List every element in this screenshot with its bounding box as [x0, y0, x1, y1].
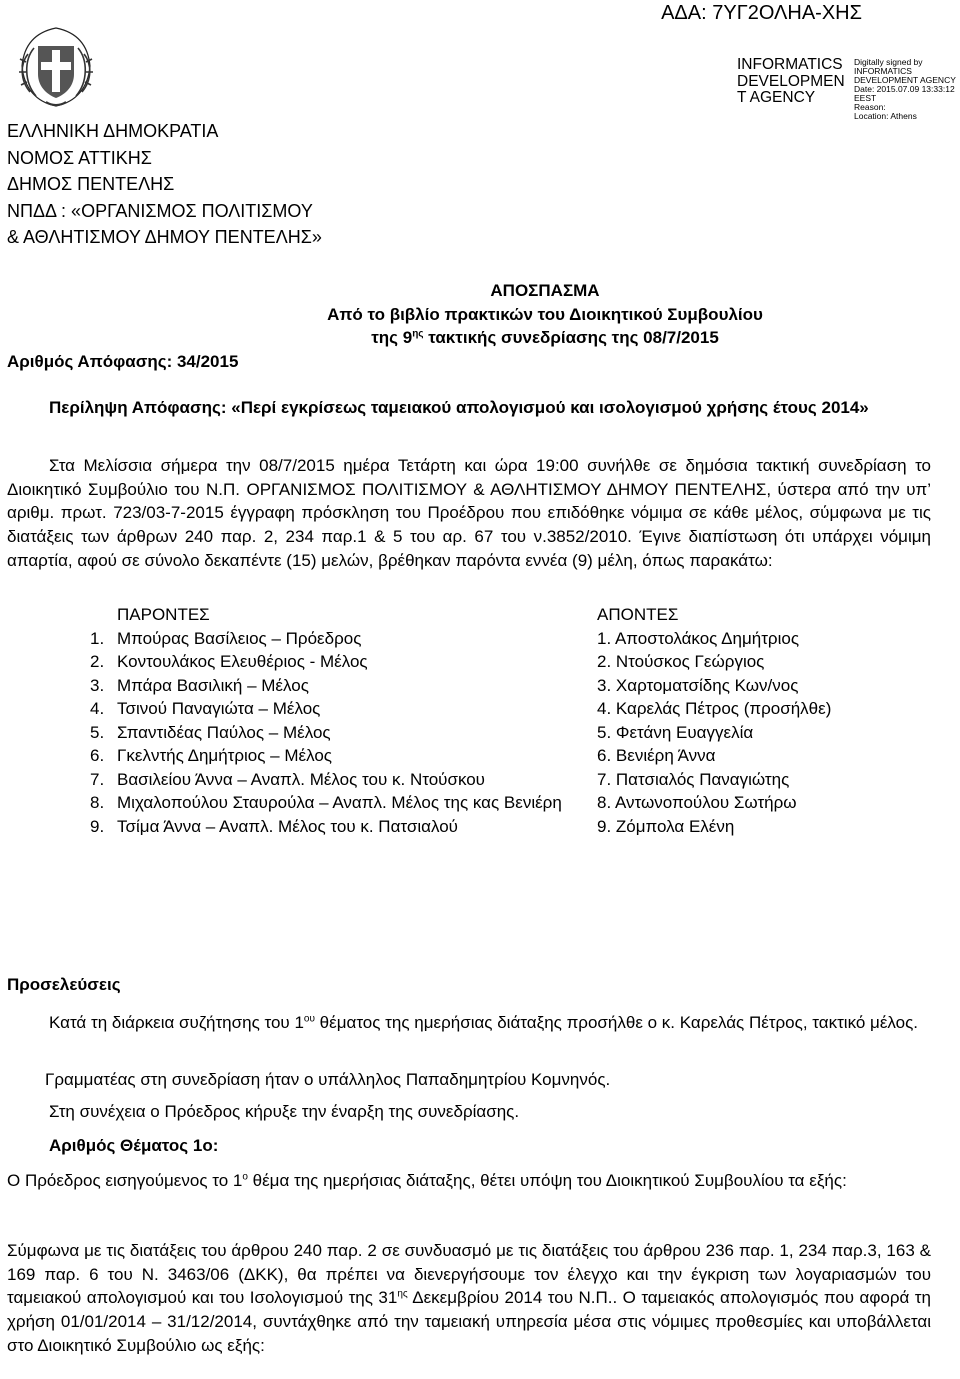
header-line: & ΑΘΛΗΤΙΣΜΟΥ ΔΗΜΟΥ ΠΕΝΤΕΛΗΣ»	[7, 227, 322, 247]
absent-item: 3. Χαρτοματσίδης Κων/νος	[597, 675, 799, 695]
absent-heading: ΑΠΟΝΤΕΣ	[597, 605, 679, 624]
present-item: 1. Μπούρας Βασίλειος – Πρόεδρος	[90, 628, 362, 648]
absent-item: 5. Φετάνη Ευαγγελία	[597, 722, 754, 742]
signature-detail-line: EEST	[854, 93, 877, 103]
arrivals-paragraph: Κατά τη διάρκεια συζήτησης του $1^{o\upsilon}$ θέματος της ημερήσιας διάταξης προσήλθε ο κ. Καρελάς Πέτρος, τακτικό μέλος.	[49, 1013, 919, 1032]
title-book: Από το βιβλίο πρακτικών του Διοικητικού Συμβουλίου	[327, 304, 763, 324]
present-item: 2. Κοντουλάκος Ελευθέριος - Μέλος	[90, 652, 368, 671]
absent-item: 9. Ζόμπολα Ελένη	[597, 816, 735, 836]
present-item: 6. Γκελντής Δημήτριος – Μέλος	[90, 746, 332, 765]
final-paragraph: Σύμφωνα με τις διατάξεις του άρθρου 240 παρ. 2 σε συνδυασμό με τις διατάξεις του άρθρου 236 παρ. 1, 234 παρ.3, 163 & 169 παρ. 6 του Ν. 3463/06 (ΔΚΚ), θα πρέπει να διενεργήσουμε τον έλεγχο και την έγκριση των λογαριασμών του ταμειακού απολογισμού και του Ισολογισμού της $31^{\eta\varsigma}$ Δεκεμβρίου 2014 του Ν.Π.. Ο ταμειακός απολογισμός που αφορά τη χρήση 01/01/2014 – 31/12/2014, συντάχθηκε από την ταμειακή υπηρεσία μέσα στις νόμιμες προθεσμίες και υποβάλλεται στο Διοικητικό Συμβούλιο ως εξής:	[7, 1241, 931, 1355]
signature-detail-line: DEVELOPMENT AGENCY	[854, 75, 956, 85]
signature-detail-line: Date: 2015.07.09 13:33:12	[854, 84, 955, 94]
present-item: 9. Τσίμα Άννα – Αναπλ. Μέλος του κ. Πατσιαλού	[90, 816, 458, 836]
session-start-line: Στη συνέχεια ο Πρόεδρος κήρυξε την έναρξη της συνεδρίασης.	[49, 1102, 520, 1121]
present-item: 8. Μιχαλοπούλου Σταυρούλα – Αναπλ. Μέλος της κας Βενιέρη	[90, 793, 562, 812]
present-item: 7. Βασιλείου Άννα – Αναπλ. Μέλος του κ. Ντούσκου	[90, 769, 485, 789]
title-excerpt: ΑΠΟΣΠΑΣΜΑ	[490, 281, 600, 300]
absent-item: 2. Ντούσκος Γεώργιος	[597, 652, 765, 671]
absent-item: 4. Καρελάς Πέτρος (προσήλθε)	[597, 699, 832, 718]
title-block	[0, 279, 960, 350]
arrivals-heading: Προσελεύσεις	[7, 975, 121, 994]
issuer-header	[7, 118, 322, 251]
present-item: 5. Σπαντιδέας Παύλος – Μέλος	[90, 722, 331, 742]
signature-agency-line: T AGENCY	[737, 89, 816, 106]
intro-paragraph: Στα Μελίσσια σήμερα την 08/7/2015 ημέρα Τετάρτη και ώρα 19:00 συνήλθε σε δημόσια τακτική συνεδρίαση το Διοικητικό Συμβούλιο του Ν.Π. ΟΡΓΑΝΙΣΜΟΣ ΠΟΛΙΤΙΣΜΟΥ & ΑΘΛΗΤΙΣΜΟΥ ΔΗΜΟΥ ΠΕΝΤΕΛΗΣ, ύστερα από την υπ’ αριθμ. πρωτ. 723/03-7-2015 έγγραφη πρόσκληση του Προέδρου που επιδόθηκε νόμιμα σε κάθε μέλος, σύμφωνα με τις διατάξεις των άρθρων 240 παρ. 2, 234 παρ.1 & 5 του αρ. 67 του ν.3852/2010. Έγινε διαπίστωση ότι υπάρχει νόμιμη απαρτία, αφού σε σύνολο δεκαπέντε (15) μελών, βρέθηκαν παρόντα εννέα (9) μέλη, όπως παρακάτω:	[7, 456, 931, 570]
absent-item: 7. Πατσιαλός Παναγιώτης	[597, 769, 790, 789]
secretary-line: Γραμματέας στη συνεδρίαση ήταν ο υπάλληλος Παπαδημητρίου Κομνηνός.	[45, 1070, 611, 1089]
header-line: ΝΠΔΔ : «ΟΡΓΑΝΙΣΜΟΣ ΠΟΛΙΤΙΣΜΟΥ	[7, 200, 313, 221]
absent-item: 8. Αντωνοπούλου Σωτήρω	[597, 793, 797, 812]
topic-heading: Αριθμός Θέματος 1ο:	[49, 1136, 219, 1155]
absent-members	[597, 603, 831, 838]
present-members	[90, 603, 576, 838]
signature-agency-line: INFORMATICS	[737, 56, 843, 73]
present-item: 3. Μπάρα Βασιλική – Μέλος	[90, 675, 309, 695]
signature-detail-line: Location: Athens	[854, 111, 917, 121]
absent-item: 6. Βενιέρη Άννα	[597, 746, 716, 765]
decision-summary: Περίληψη Απόφασης: «Περί εγκρίσεως ταμειακού απολογισμού και ισολογισμού χρήσης έτους 2014»	[49, 398, 869, 417]
signature-agency-line: DEVELOPMEN	[737, 72, 845, 90]
topic-paragraph: Ο Πρόεδρος εισηγούμενος το $1^o$ θέμα της ημερήσιας διάταξης, θέτει υπόψη του Διοικητικού Συμβουλίου τα εξής:	[7, 1171, 847, 1190]
header-line: ΕΛΛΗΝΙΚΗ ΔΗΜΟΚΡΑΤΙΑ	[7, 121, 219, 141]
decision-number: Αριθμός Απόφασης: 34/2015	[7, 352, 239, 371]
present-item: 4. Τσινού Παναγιώτα – Μέλος	[90, 699, 321, 718]
ada-code: ΑΔΑ: 7ΥΓ2ΟΛΗΑ-ΧΗΣ	[661, 2, 862, 24]
title-session: της $9^{\eta\varsigma}$ τακτικής συνεδρίασης της 08/7/2015	[371, 328, 719, 347]
absent-item: 1. Αποστολάκος Δημήτριος	[597, 628, 800, 648]
signature-details	[854, 58, 956, 121]
hellenic-republic-emblem	[14, 24, 98, 110]
signature-agency	[737, 57, 845, 107]
present-heading: ΠΑΡΟΝΤΕΣ	[117, 605, 210, 624]
signature-detail-line: INFORMATICS	[854, 66, 912, 76]
signature-detail-line: Digitally signed by	[854, 57, 923, 67]
header-line: ΔΗΜΟΣ ΠΕΝΤΕΛΗΣ	[7, 174, 175, 194]
signature-detail-line: Reason:	[854, 102, 886, 112]
header-line: ΝΟΜΟΣ ΑΤΤΙΚΗΣ	[7, 147, 152, 168]
